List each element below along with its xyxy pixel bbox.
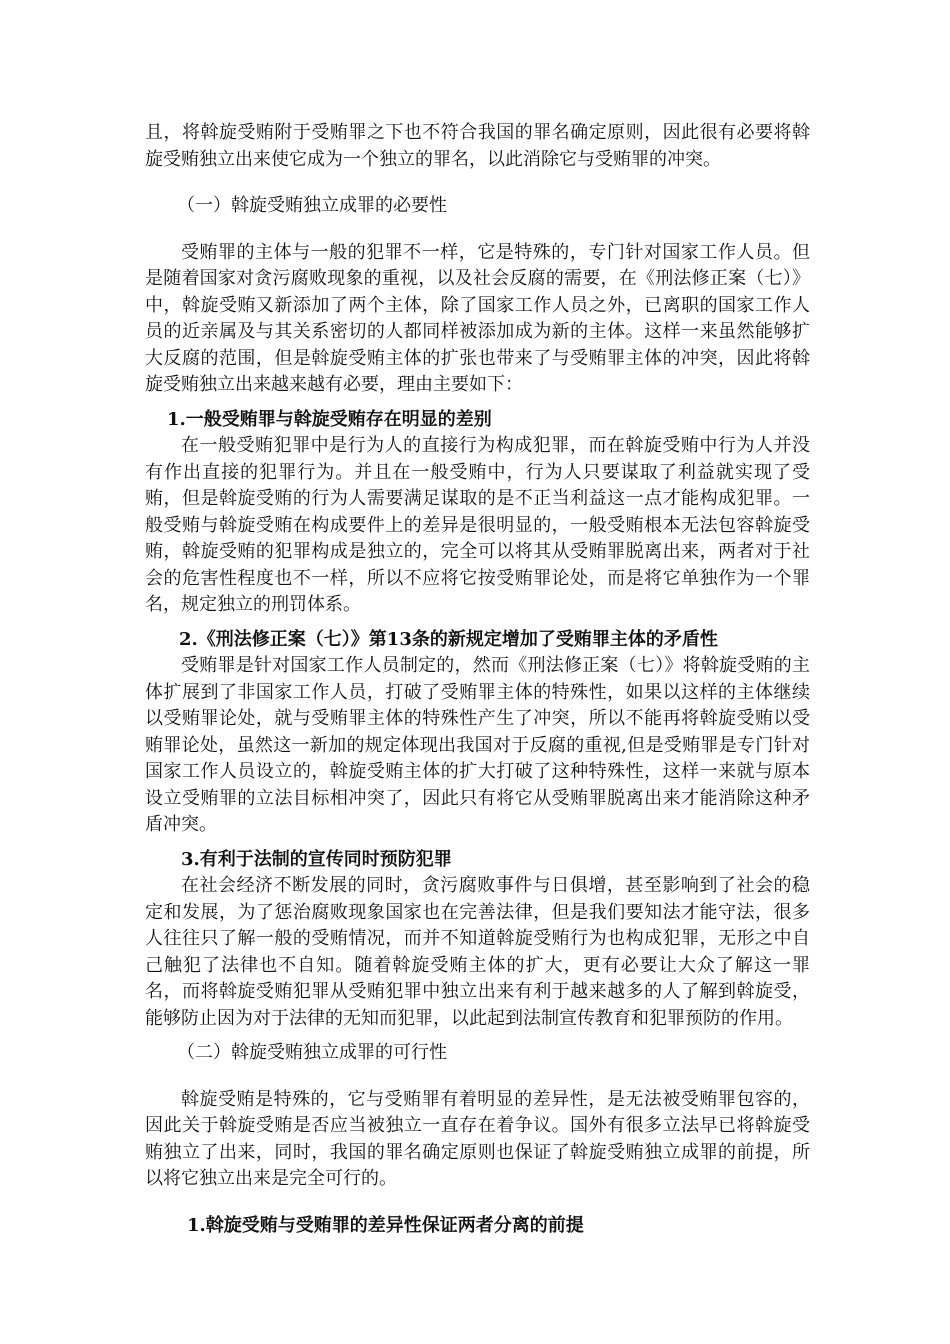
legal-publicity-paragraph: 在社会经济不断发展的同时，贪污腐败事件与日俱增，甚至影响到了社会的稳定和发展，为了惩治腐败现象国家也在完善法律，但是我们要知法才能守法，很多人往往只了解一般的受贿情况，而并不知道斡旋受贿行为也构成犯罪，无形之中自己触犯了法律也不自知。随着斡旋受贿主体的扩大，更有必要让大众了解这一罪名，而将斡旋受贿犯罪从受贿犯罪中独立出来有利于越来越多的人了解到斡旋受，能够防止因为对于法律的无知而犯罪，以此起到法制宣传教育和犯罪预防的作用。 bbox=[145, 875, 810, 1029]
subheading-difference: 1.一般受贿罪与斡旋受贿存在明显的差别 bbox=[167, 408, 492, 430]
document-page bbox=[145, 120, 810, 1239]
subheading-separation-premise: 1.斡旋受贿与受贿罪的差异性保证两者分离的前提 bbox=[187, 1214, 584, 1236]
section-feasibility-paragraph: 斡旋受贿是特殊的，它与受贿罪有着明显的差异性，是无法被受贿罪包容的，因此关于斡旋受贿是否应当被独立一直存在着争议。国外有很多立法早已将斡旋受贿独立了出来，同时，我国的罪名确定原则也保证了斡旋受贿独立成罪的前提，所以将它独立出来是完全可行的。 bbox=[145, 1088, 810, 1189]
subheading-amendment: 2.《刑法修正案（七）》第13条的新规定增加了受贿罪主体的矛盾性 bbox=[179, 628, 718, 650]
section-necessity-paragraph: 受贿罪的主体与一般的犯罪不一样，它是特殊的，专门针对国家工作人员。但是随着国家对贪污腐败现象的重视，以及社会反腐的需要，在《刑法修正案（七）》中，斡旋受贿又新添加了两个主体，除了国家工作人员之外，已离职的国家工作人员的近亲属及与其关系密切的人都同样被添加成为新的主体。这样一来虽然能够扩大反腐的范围，但是斡旋受贿主体的扩张也带来了与受贿罪主体的冲突，因此将斡旋受贿独立出来越来越有必要，理由主要如下： bbox=[145, 241, 810, 395]
subheading-legal-publicity: 3.有利于法制的宣传同时预防犯罪 bbox=[181, 848, 452, 870]
section-heading-necessity: （一）斡旋受贿独立成罪的必要性 bbox=[177, 195, 447, 216]
difference-paragraph: 在一般受贿犯罪中是行为人的直接行为构成犯罪，而在斡旋受贿中行为人并没有作出直接的犯罪行为。并且在一般受贿中，行为人只要谋取了利益就实现了受贿，但是斡旋受贿的行为人需要满足谋取的是不正当利益这一点才能构成犯罪。一般受贿与斡旋受贿在构成要件上的差异是很明显的，一般受贿根本无法包容斡旋受贿，斡旋受贿的犯罪构成是独立的，完全可以将其从受贿罪脱离出来，两者对于社会的危害性程度也不一样，所以不应将它按受贿罪论处，而是将它单独作为一个罪名，规定独立的刑罚体系。 bbox=[145, 435, 810, 615]
intro-paragraph: 且，将斡旋受贿附于受贿罪之下也不符合我国的罪名确定原则，因此很有必要将斡旋受贿独立出来使它成为一个独立的罪名，以此消除它与受贿罪的冲突。 bbox=[145, 122, 810, 170]
amendment-paragraph: 受贿罪是针对国家工作人员制定的，然而《刑法修正案（七）》将斡旋受贿的主体扩展到了非国家工作人员，打破了受贿罪主体的特殊性，如果以这样的主体继续以受贿罪论处，就与受贿罪主体的特殊性产生了冲突，所以不能再将斡旋受贿以受贿罪论处，虽然这一新加的规定体现出我国对于反腐的重视,但是受贿罪是专门针对国家工作人员设立的，斡旋受贿主体的扩大打破了这种特殊性，这样一来就与原本设立受贿罪的立法目标相冲突了，因此只有将它从受贿罪脱离出来才能消除这种矛盾冲突。 bbox=[145, 655, 810, 835]
section-heading-feasibility: （二）斡旋受贿独立成罪的可行性 bbox=[177, 1042, 447, 1063]
